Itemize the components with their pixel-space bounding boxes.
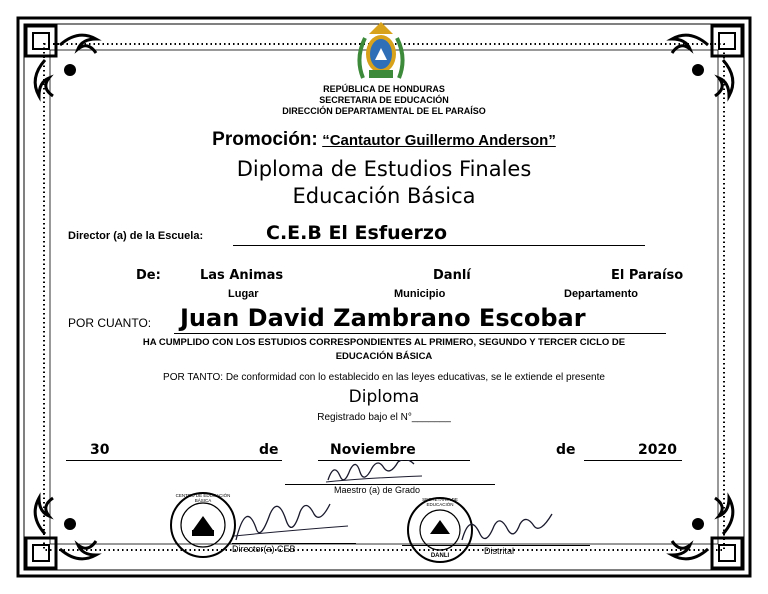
corner-ornament-bottom-right: [672, 498, 742, 568]
header-republica: REPÚBLICA DE HONDURAS: [323, 84, 445, 94]
municipio-value: Danlí: [433, 268, 471, 283]
municipio-label: Municipio: [394, 288, 446, 300]
distrital-label: Distrital: [484, 546, 515, 556]
distrital-signature: [458, 510, 558, 546]
lugar-label: Lugar: [228, 288, 259, 300]
date-month: Noviembre: [330, 442, 416, 458]
registrado-text: Registrado bajo el N°_______: [317, 412, 451, 423]
header-direccion: DIRECCIÓN DEPARTAMENTAL DE EL PARAÍSO: [282, 106, 486, 116]
completion-text-1: HA CUMPLIDO CON LOS ESTUDIOS CORRESPONDIENTES AL PRIMERO, SEGUNDO Y TERCER CICLO DE: [142, 337, 626, 348]
school-name: C.E.B El Esfuerzo: [266, 222, 448, 244]
director-signature: [232, 496, 352, 546]
header-secretaria: SECRETARIA DE EDUCACIÓN: [319, 95, 449, 105]
departamento-label: Departamento: [564, 288, 638, 300]
director-label: Director (a) de la Escuela:: [68, 230, 204, 242]
por-cuanto-label: POR CUANTO:: [68, 316, 152, 330]
year-underline: [584, 460, 682, 461]
student-name: Juan David Zambrano Escobar: [180, 304, 586, 332]
lugar-value: Las Animas: [200, 268, 284, 283]
student-underline: [174, 333, 666, 334]
director-ceb-label: Director(a) CEB: [232, 544, 296, 554]
date-de-1: de: [259, 442, 279, 458]
seal-right-bottom: DANLI: [430, 553, 450, 559]
day-underline: [66, 460, 282, 461]
completion-text-2: EDUCACIÓN BÁSICA: [335, 351, 433, 362]
coat-of-arms-emblem: [355, 20, 407, 82]
date-day: 30: [90, 442, 110, 458]
seal-left-text: CENTRO DE EDUCACIÓN BÁSICA: [175, 493, 231, 503]
date-de-2: de: [556, 442, 576, 458]
por-tanto-text: POR TANTO: De conformidad con lo establecido en las leyes educativas, se le extiende el presente: [163, 372, 605, 383]
diploma-subtitle: Educación Básica: [292, 184, 476, 208]
promocion-line: [0, 129, 768, 151]
diploma-title: Diploma de Estudios Finales: [236, 157, 532, 181]
maestro-label: Maestro (a) de Grado: [334, 485, 421, 495]
de-label: De:: [136, 268, 161, 283]
director-underline: [233, 245, 645, 246]
promocion-label: Promoción:: [212, 129, 318, 150]
promocion-name: “Cantautor Guillermo Anderson”: [322, 132, 556, 149]
diploma-word: Diploma: [348, 387, 420, 407]
maestro-signature: [322, 460, 432, 486]
seal-right-text: SECRETARIA DE EDUCACIÓN: [422, 497, 458, 507]
date-year: 2020: [638, 442, 677, 458]
corner-ornament-bottom-left: [26, 498, 96, 568]
departamento-value: El Paraíso: [611, 268, 684, 283]
